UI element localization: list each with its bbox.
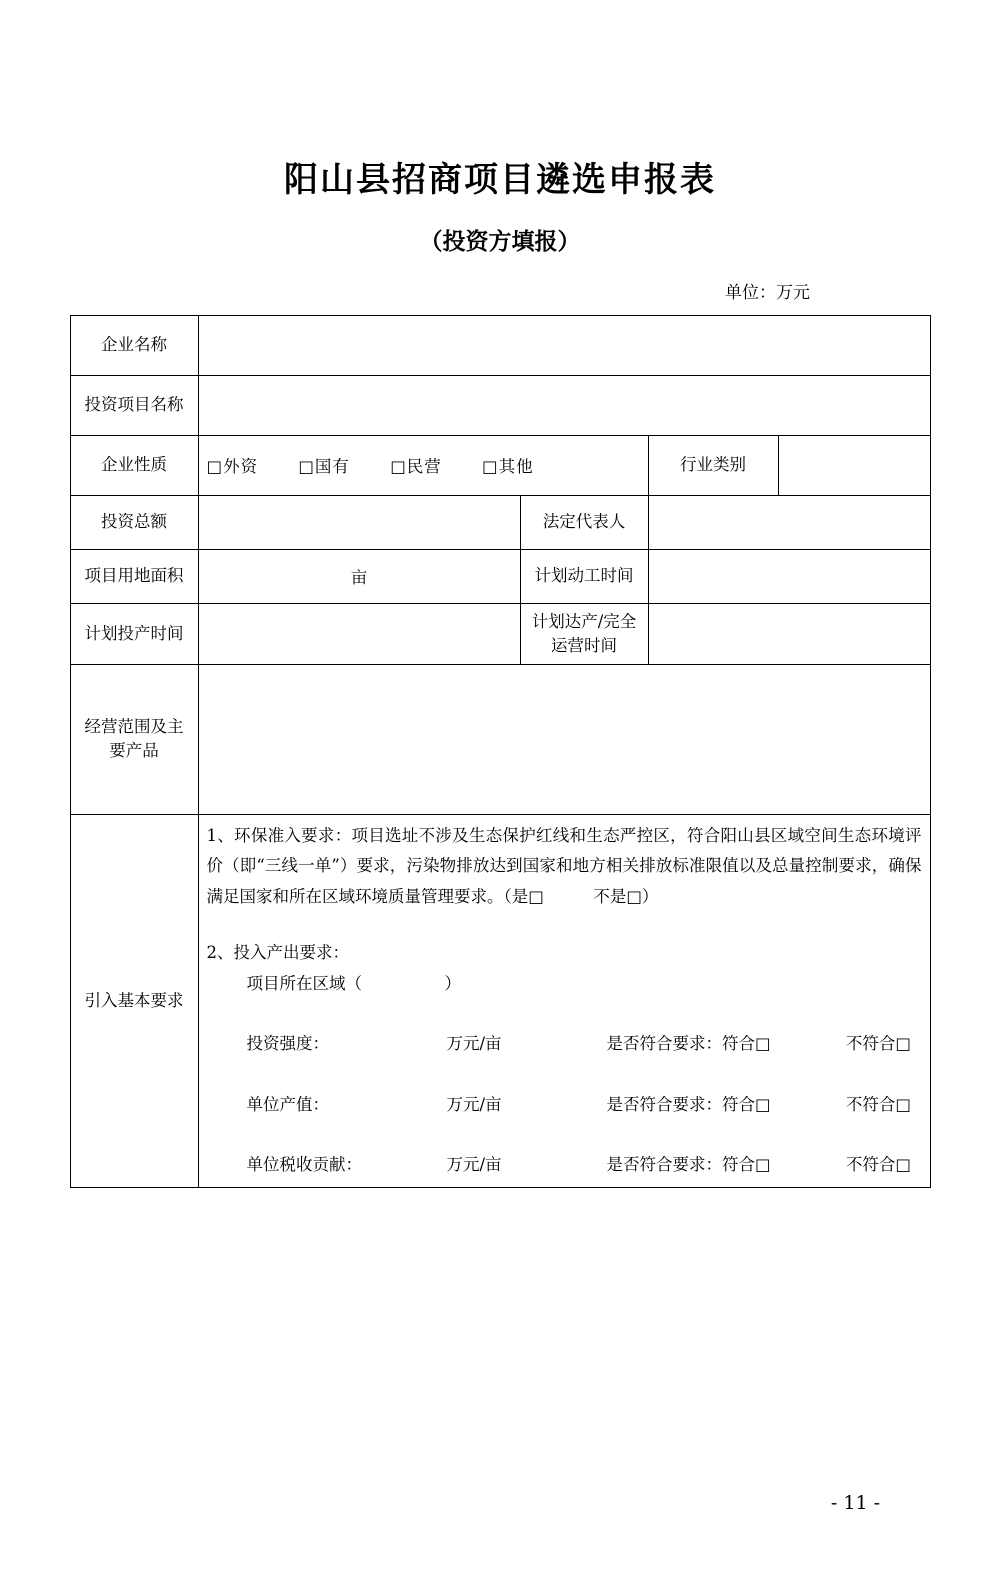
metric-check-yes-unit-output[interactable]: 是否符合要求：符合□: [606, 1094, 771, 1114]
metric-unit-unit-tax: 万元/亩: [446, 1155, 502, 1175]
metric-row-unit-tax: [207, 1150, 922, 1181]
project-name-value[interactable]: [198, 375, 930, 435]
table-row-company-name: [70, 315, 930, 375]
table-row-basic-requirements: [70, 814, 930, 1187]
document-page: [0, 160, 1000, 1574]
metric-row-unit-output: [207, 1090, 922, 1121]
full-operation-value[interactable]: [648, 603, 930, 664]
metric-label-unit-tax: 单位税收贡献：: [246, 1155, 362, 1175]
start-time-value[interactable]: [648, 549, 930, 603]
metric-unit-investment-intensity: 万元/亩: [446, 1034, 502, 1054]
production-time-label: 计划投产时间: [70, 603, 198, 664]
metric-check-unit-output[interactable]: [607, 1090, 922, 1121]
checkbox-state-owned[interactable]: □国有: [298, 457, 350, 477]
company-name-label: 企业名称: [70, 315, 198, 375]
application-form-table: [70, 315, 931, 1188]
unit-note: 单位：万元: [725, 282, 810, 303]
table-row-total-investment: [70, 495, 930, 549]
basic-requirements-content: [198, 814, 930, 1187]
requirement-item-2-region[interactable]: 项目所在区域（ ）: [246, 973, 461, 993]
checkbox-private[interactable]: □民营: [390, 457, 442, 477]
land-area-unit[interactable]: 亩: [198, 549, 520, 603]
metric-check-yes-unit-tax[interactable]: 是否符合要求：符合□: [606, 1155, 771, 1175]
basic-requirements-label: 引入基本要求: [70, 814, 198, 1187]
company-nature-label: 企业性质: [70, 435, 198, 495]
requirement-item-1: 1、环保准入要求：项目选址不涉及生态保护红线和生态严控区，符合阳山县区域空间生态环境评价（即“三线一单”）要求，污染物排放达到国家和地方相关排放标准限值以及总量控制要求，确保满足国家和所在区域环境质量管理要求。（是□ 不是□）: [206, 825, 922, 906]
start-time-label: 计划动工时间: [520, 549, 648, 603]
metric-check-no-unit-output[interactable]: 不符合□: [845, 1094, 911, 1114]
production-time-value[interactable]: [198, 603, 520, 664]
metric-check-yes-investment-intensity[interactable]: 是否符合要求：符合□: [606, 1034, 771, 1054]
total-investment-label: 投资总额: [70, 495, 198, 549]
project-name-label: 投资项目名称: [70, 375, 198, 435]
table-row-company-nature: [70, 435, 930, 495]
legal-rep-label: 法定代表人: [520, 495, 648, 549]
table-row-business-scope: [70, 664, 930, 814]
total-investment-value[interactable]: [198, 495, 520, 549]
table-row-production-time: [70, 603, 930, 664]
requirement-item-2-title: 2、投入产出要求：: [206, 943, 349, 963]
page-subtitle: （投资方填报）: [419, 227, 581, 255]
table-row-project-name: [70, 375, 930, 435]
company-name-value[interactable]: [198, 315, 930, 375]
company-nature-options[interactable]: [198, 435, 648, 495]
metric-unit-unit-output: 万元/亩: [446, 1094, 502, 1114]
metric-row-investment-intensity: [207, 1029, 922, 1060]
business-scope-label: 经营范围及主要产品: [70, 664, 198, 814]
requirement-item-2: [207, 938, 922, 1181]
industry-label: 行业类别: [648, 435, 778, 495]
metric-label-unit-output: 单位产值：: [246, 1094, 329, 1114]
full-operation-label: 计划达产/完全运营时间: [520, 603, 648, 664]
checkbox-other[interactable]: □其他: [482, 457, 534, 477]
metric-check-no-unit-tax[interactable]: 不符合□: [845, 1155, 911, 1175]
metric-check-investment-intensity[interactable]: [607, 1029, 922, 1060]
checkbox-foreign-capital[interactable]: □外资: [206, 457, 259, 477]
legal-rep-value[interactable]: [648, 495, 930, 549]
metric-label-investment-intensity: 投资强度：: [246, 1034, 329, 1054]
page-title: 阳山县招商项目遴选申报表: [284, 160, 716, 200]
land-area-label: 项目用地面积: [70, 549, 198, 603]
metric-check-no-investment-intensity[interactable]: 不符合□: [845, 1034, 911, 1054]
metric-check-unit-tax[interactable]: [607, 1150, 922, 1181]
industry-value[interactable]: [778, 435, 930, 495]
business-scope-value[interactable]: [198, 664, 930, 814]
page-number: - 11 -: [830, 1492, 880, 1514]
table-row-land-area: [70, 549, 930, 603]
